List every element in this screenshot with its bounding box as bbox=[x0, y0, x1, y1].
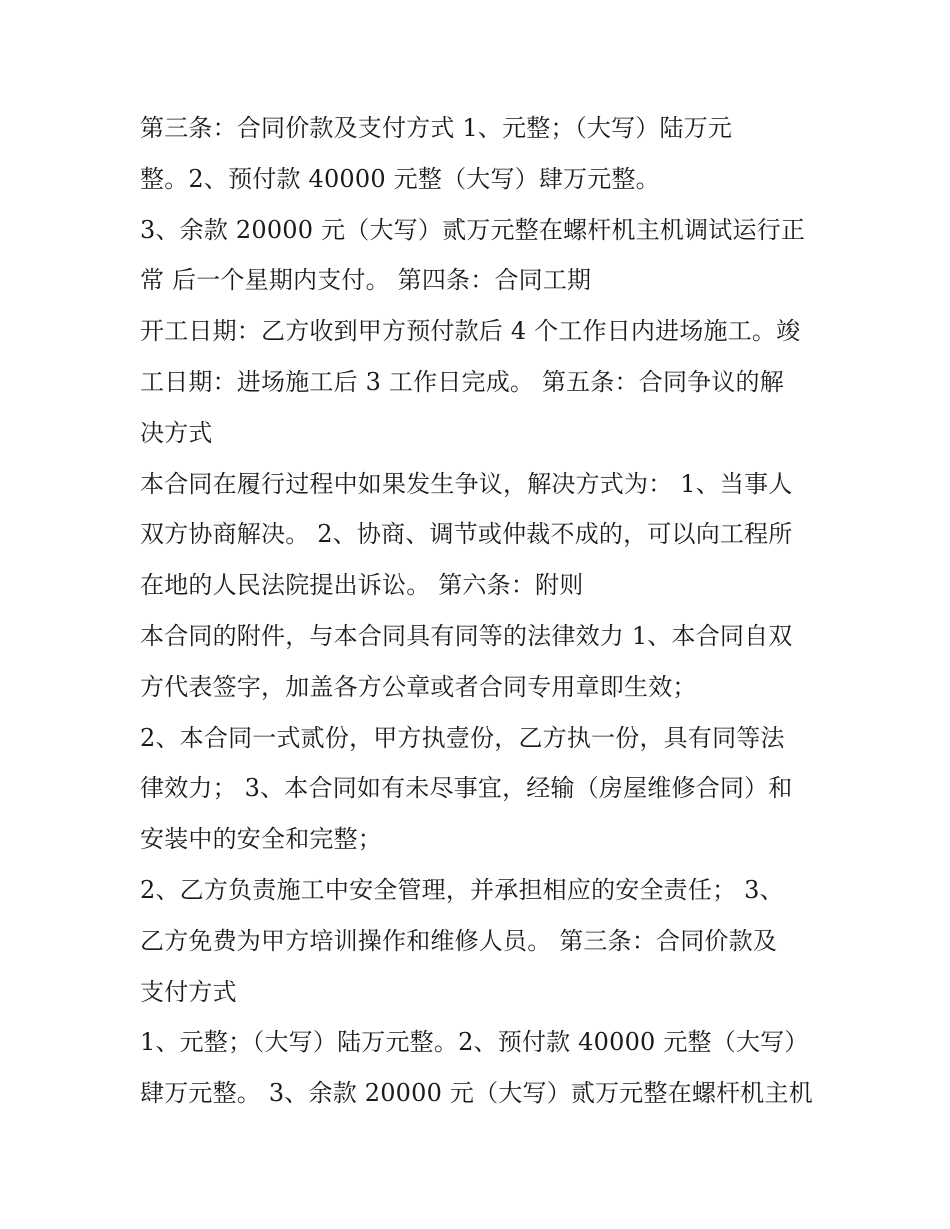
text-line: 3、余款 20000 元（大写）贰万元整在螺杆机主机调试运行正 bbox=[140, 215, 806, 244]
text-line: 方代表签字，加盖各方公章或者合同专用章即生效； bbox=[140, 672, 697, 701]
text-line: 支付方式 bbox=[140, 977, 237, 1006]
text-line: 安装中的安全和完整； bbox=[140, 825, 382, 854]
text-line: 2、本合同一式贰份，甲方执壹份，乙方执一份，具有同等法 bbox=[140, 723, 785, 752]
text-line: 双方协商解决。 2、协商、调节或仲裁不成的，可以向工程所 bbox=[140, 520, 793, 549]
text-line: 整。2、预付款 40000 元整（大写）肆万元整。 bbox=[140, 164, 660, 193]
text-line: 肆万元整。 3、余款 20000 元（大写）贰万元整在螺杆机主机 bbox=[140, 1079, 813, 1108]
text-line: 工日期：进场施工后 3 工作日完成。 第五条：合同争议的解 bbox=[140, 367, 784, 396]
text-line: 律效力； 3、本合同如有未尽事宜，经输（房屋维修合同）和 bbox=[140, 774, 793, 803]
text-line: 在地的人民法院提出诉讼。 第六条：附则 bbox=[140, 571, 584, 600]
text-line: 本合同在履行过程中如果发生争议，解决方式为： 1、当事人 bbox=[140, 469, 793, 498]
text-line: 乙方免费为甲方培训操作和维修人员。 第三条：合同价款及 bbox=[140, 926, 778, 955]
contract-text-body bbox=[140, 103, 820, 1119]
text-line: 本合同的附件，与本合同具有同等的法律效力 1、本合同自双 bbox=[140, 621, 793, 650]
text-line: 2、乙方负责施工中安全管理，并承担相应的安全责任； 3、 bbox=[140, 875, 784, 904]
text-line: 常 后一个星期内支付。 第四条：合同工期 bbox=[140, 266, 592, 295]
text-line: 第三条：合同价款及支付方式 1、元整；（大写）陆万元 bbox=[140, 114, 733, 142]
text-line: 开工日期：乙方收到甲方预付款后 4 个工作日内进场施工。竣 bbox=[140, 317, 801, 346]
text-line: 决方式 bbox=[140, 418, 213, 447]
text-line: 1、元整；（大写）陆万元整。2、预付款 40000 元整（大写） bbox=[140, 1028, 809, 1057]
